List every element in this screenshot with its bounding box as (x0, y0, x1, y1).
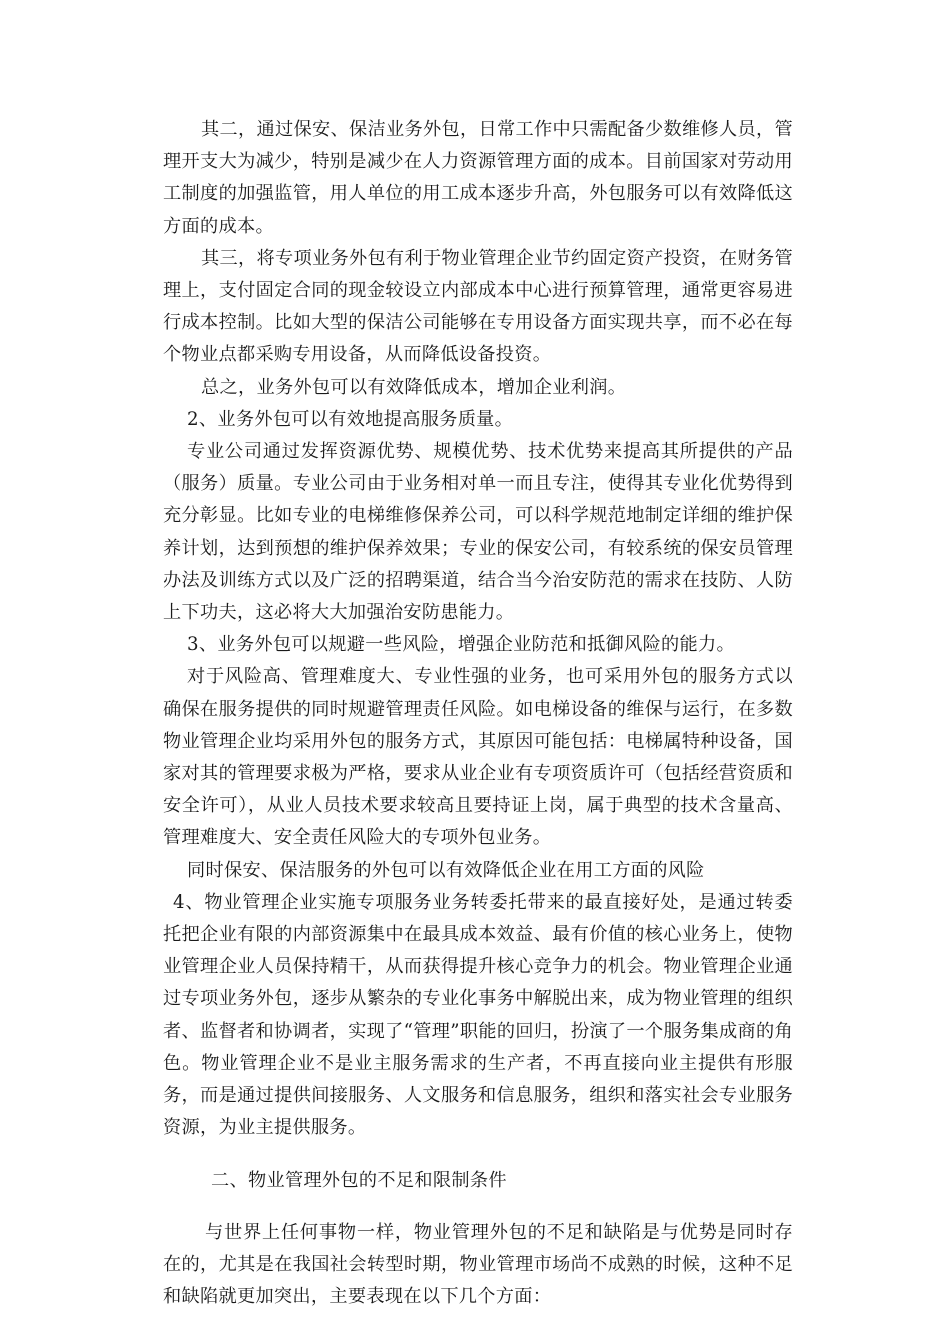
point-service-quality: 2、业务外包可以有效地提高服务质量。 (187, 408, 514, 430)
paragraph-limitations-intro: 与世界上任何事物一样，物业管理外包的不足和缺陷是与优势是同时存在的，尤其是在我国社会转型时期，物业管理市场尚不成熟的时候，这种不足和缺陷就更加突出，主要表现在以下几个方面： (163, 1221, 793, 1308)
paragraph-service-quality: 专业公司通过发挥资源优势、规模优势、技术优势来提高其所提供的产品（服务）质量。专业公司由于业务相对单一而且专注，使得其专业化优势得到充分彰显。比如专业的电梯维修保养公司，可以科学规范地制定详细的维护保养计划，达到预想的维护保养效果；专业的保安公司，有较系统的保安员管理办法及训练方式以及广泛的招聘渠道，结合当今治安防范的需求在技防、人防上下功夫，这必将大大加强治安防患能力。 (163, 441, 793, 624)
section-heading: 二、物业管理外包的不足和限制条件 (211, 1169, 507, 1191)
paragraph-summary: 总之，业务外包可以有效降低成本，增加企业利润。 (201, 376, 627, 398)
document-body (163, 114, 793, 1313)
point-risk-avoidance: 3、业务外包可以规避一些风险，增强企业防范和抵御风险的能力。 (187, 634, 736, 656)
paragraph-cost-reduction-2: 其二，通过保安、保洁业务外包，日常工作中只需配备少数维修人员，管理开支大为减少，特别是减少在人力资源管理方面的成本。目前国家对劳动用工制度的加强监管，用人单位的用工成本逐步升高，外包服务可以有效降低这方面的成本。 (163, 119, 793, 237)
paragraph-risk-avoidance: 对于风险高、管理难度大、专业性强的业务，也可采用外包的服务方式以确保在服务提供的同时规避管理责任风险。如电梯设备的维保与运行，在多数物业管理企业均采用外包的服务方式，其原因可能包括：电梯属特种设备，国家对其的管理要求极为严格，要求从业企业有专项资质许可（包括经营资质和安全许可），从业人员技术要求较高且要持证上岗，属于典型的技术含量高、管理难度大、安全责任风险大的专项外包业务。 (163, 666, 793, 849)
paragraph-cost-reduction-3: 其三，将专项业务外包有利于物业管理企业节约固定资产投资，在财务管理上，支付固定合同的现金较设立内部成本中心进行预算管理，通常更容易进行成本控制。比如大型的保洁公司能够在专用设备方面实现共享，而不必在每个物业点都采购专用设备，从而降低设备投资。 (163, 247, 793, 366)
paragraph-labor-risk: 同时保安、保洁服务的外包可以有效降低企业在用工方面的风险 (187, 859, 705, 881)
point-core-business: 4、物业管理企业实施专项服务业务转委托带来的最直接好处，是通过转委托把企业有限的内部资源集中在最具成本效益、最有价值的核心业务上，使物业管理企业人员保持精干，从而获得提升核心竞争力的机会。物业管理企业通过专项业务外包，逐步从繁杂的专业化事务中解脱出来，成为物业管理的组织者、监督者和协调者，实现了“管理”职能的回归，扮演了一个服务集成商的角色。物业管理企业不是业主服务需求的生产者，不再直接向业主提供有形服务，而是通过提供间接服务、人文服务和信息服务，组织和落实社会专业服务资源，为业主提供服务。 (163, 891, 793, 1139)
